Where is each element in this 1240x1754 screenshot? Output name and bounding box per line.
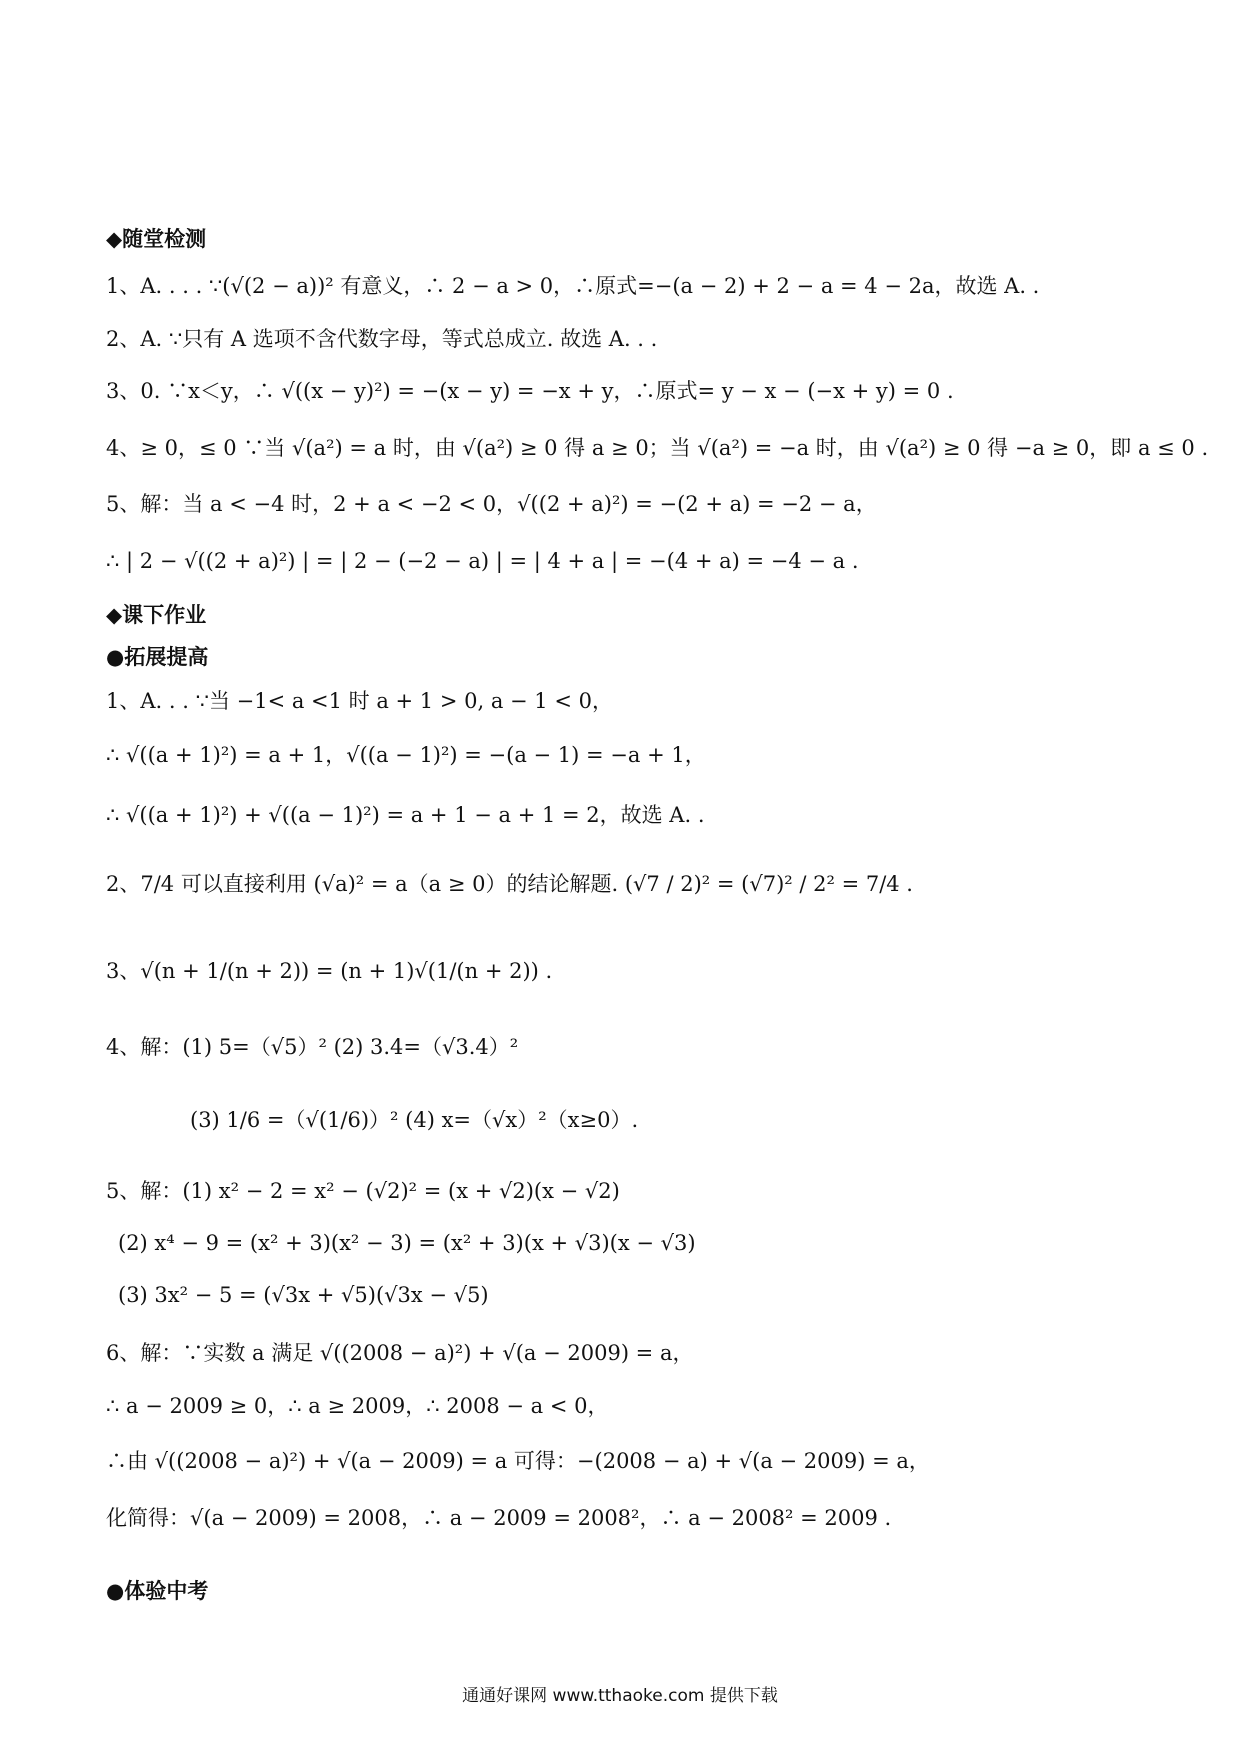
answer-line-c1: 1、A. . . . ∵(√(2 − a))² 有意义，∴ 2 − a > 0，∴原式=−(a − 2) + 2 − a = 4 − 2a，故选 A. . [106, 274, 1040, 298]
answer-line-c2: 2、A. ∵只有 A 选项不含代数字母，等式总成立. 故选 A. . . [106, 327, 658, 351]
answer-line-e4: 2、7/4 可以直接利用 (√a)² = a（a ≥ 0）的结论解题. (√7 / 2)² = (√7)² / 2² = 7/4 . [106, 872, 913, 896]
answer-line-e9: (2) x⁴ − 9 = (x² + 3)(x² − 3) = (x² + 3)(x + √3)(x − √3) [118, 1231, 696, 1255]
answer-line-e12: ∴ a − 2009 ≥ 0，∴ a ≥ 2009，∴ 2008 − a < 0， [106, 1394, 609, 1418]
answer-line-e2: ∴ √((a + 1)²) = a + 1，√((a − 1)²) = −(a − 1) = −a + 1， [106, 743, 706, 767]
answer-line-e8: 5、解：(1) x² − 2 = x² − (√2)² = (x + √2)(x − √2) [106, 1179, 620, 1203]
section-heading-homework: ◆课下作业 [106, 603, 207, 627]
answer-line-c3: 3、0. ∵x＜y，∴ √((x − y)²) = −(x − y) = −x + y，∴原式= y − x − (−x + y) = 0 . [106, 379, 954, 403]
answer-line-e13: ∴由 √((2008 − a)²) + √(a − 2009) = a 可得：−(2008 − a) + √(a − 2009) = a， [106, 1449, 930, 1473]
answer-line-e14: 化简得：√(a − 2009) = 2008，∴ a − 2009 = 2008²，∴ a − 2008² = 2009 . [106, 1506, 892, 1530]
section-heading-exam: ●体验中考 [106, 1579, 209, 1603]
answer-line-e6: 4、解：(1) 5=（√5）² (2) 3.4=（√3.4）² [106, 1035, 519, 1059]
answer-line-e1: 1、A. . . ∵当 −1< a <1 时 a + 1 > 0, a − 1 < 0， [106, 689, 613, 713]
answer-line-e11: 6、解：∵实数 a 满足 √((2008 − a)²) + √(a − 2009) = a， [106, 1341, 694, 1365]
answer-line-e5: 3、√(n + 1/(n + 2)) = (n + 1)√(1/(n + 2)) . [106, 959, 553, 983]
answer-line-c5: 5、解：当 a < −4 时，2 + a < −2 < 0，√((2 + a)²) = −(2 + a) = −2 − a， [106, 492, 877, 516]
answer-line-e10: (3) 3x² − 5 = (√3x + √5)(√3x − √5) [118, 1283, 489, 1307]
answer-line-e3: ∴ √((a + 1)²) + √((a − 1)²) = a + 1 − a + 1 = 2，故选 A. . [106, 803, 705, 827]
section-heading-check: ◆随堂检测 [106, 227, 207, 251]
answer-line-c4: 4、≥ 0，≤ 0 ∵当 √(a²) = a 时，由 √(a²) ≥ 0 得 a ≥ 0；当 √(a²) = −a 时，由 √(a²) ≥ 0 得 −a ≥ 0，即 a ≤ 0 . [106, 436, 1209, 460]
page-footer: 通通好课网 www.tthaoke.com 提供下载 [462, 1686, 778, 1706]
section-heading-extend: ●拓展提高 [106, 645, 209, 669]
answer-line-e7: (3) 1/6 =（√(1/6)）² (4) x=（√x）²（x≥0）. [190, 1108, 639, 1132]
answer-line-c6: ∴ | 2 − √((2 + a)²) | = | 2 − (−2 − a) | = | 4 + a | = −(4 + a) = −4 − a . [106, 549, 859, 573]
